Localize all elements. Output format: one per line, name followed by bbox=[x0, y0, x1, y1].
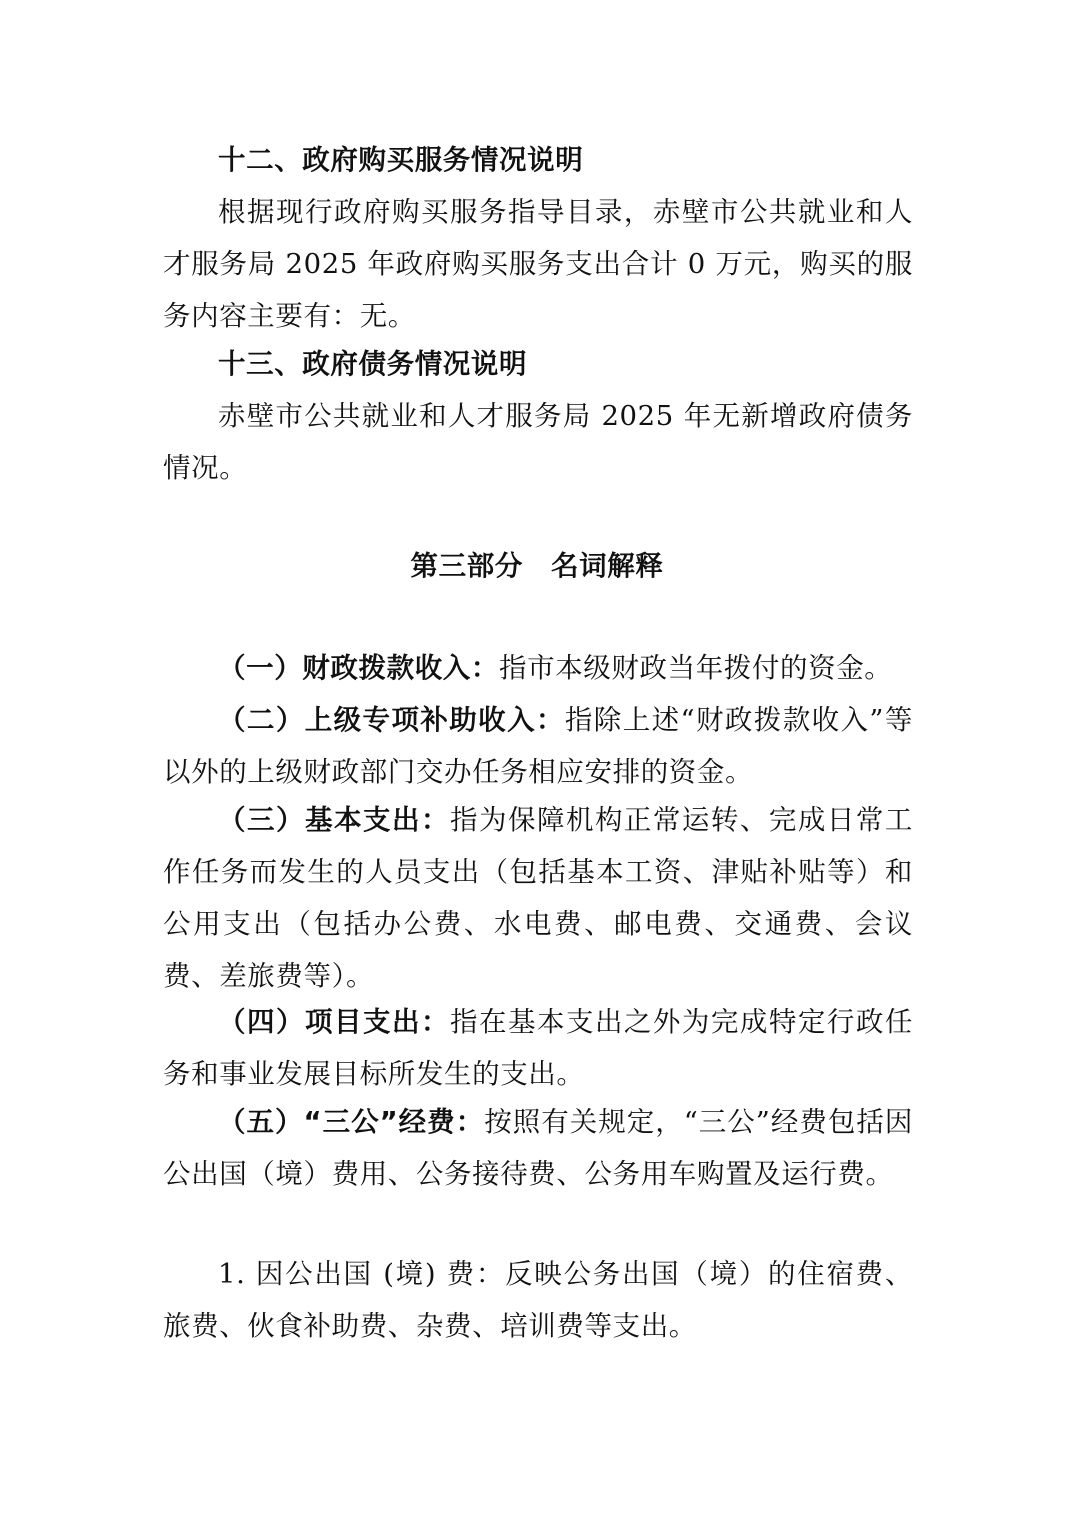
definition-text: 指为保障机构正常运转、完成日常工作任务而发生的人员支出（包括基本工资、津贴补贴等）和公用支出（包括办公费、水电费、邮电费、交通费、会议费、差旅费等）。 bbox=[163, 804, 913, 992]
definition-text: 指在基本支出之外为完成特定行政任务和事业发展目标所发生的支出。 bbox=[163, 1006, 913, 1090]
definition-2 bbox=[163, 694, 913, 798]
definition-4 bbox=[163, 996, 913, 1100]
sub-item-1: 1. 因公出国 (境) 费：反映公务出国（境）的住宿费、旅费、伙食补助费、杂费、培训费等支出。 bbox=[163, 1258, 913, 1342]
definition-1 bbox=[163, 642, 913, 694]
section-12-body: 根据现行政府购买服务指导目录，赤壁市公共就业和人才服务局 2025 年政府购买服务支出合计 0 万元，购买的服务内容主要有：无。 bbox=[163, 196, 913, 332]
section-13-body: 赤壁市公共就业和人才服务局 2025 年无新增政府债务情况。 bbox=[163, 400, 913, 484]
section-12-heading: 十二、政府购买服务情况说明 bbox=[218, 144, 584, 176]
section-13-heading: 十三、政府债务情况说明 bbox=[218, 348, 528, 380]
part-3-title: 第三部分 名词解释 bbox=[410, 550, 664, 582]
definition-term: （二）上级专项补助收入： bbox=[218, 704, 565, 736]
definition-text: 按照有关规定，“三公”经费包括因公出国（境）费用、公务接待费、公务用车购置及运行费。 bbox=[163, 1106, 913, 1190]
definition-5 bbox=[163, 1096, 913, 1200]
definition-3 bbox=[163, 794, 913, 1002]
definition-term: （三）基本支出： bbox=[218, 804, 450, 836]
definition-term: （五）“三公”经费： bbox=[218, 1106, 485, 1138]
definition-text: 指市本级财政当年拨付的资金。 bbox=[499, 652, 893, 684]
definition-text: 指除上述“财政拨款收入”等以外的上级财政部门交办任务相应安排的资金。 bbox=[163, 704, 913, 788]
definition-term: （一）财政拨款收入： bbox=[218, 652, 499, 684]
definition-term: （四）项目支出： bbox=[218, 1006, 450, 1038]
